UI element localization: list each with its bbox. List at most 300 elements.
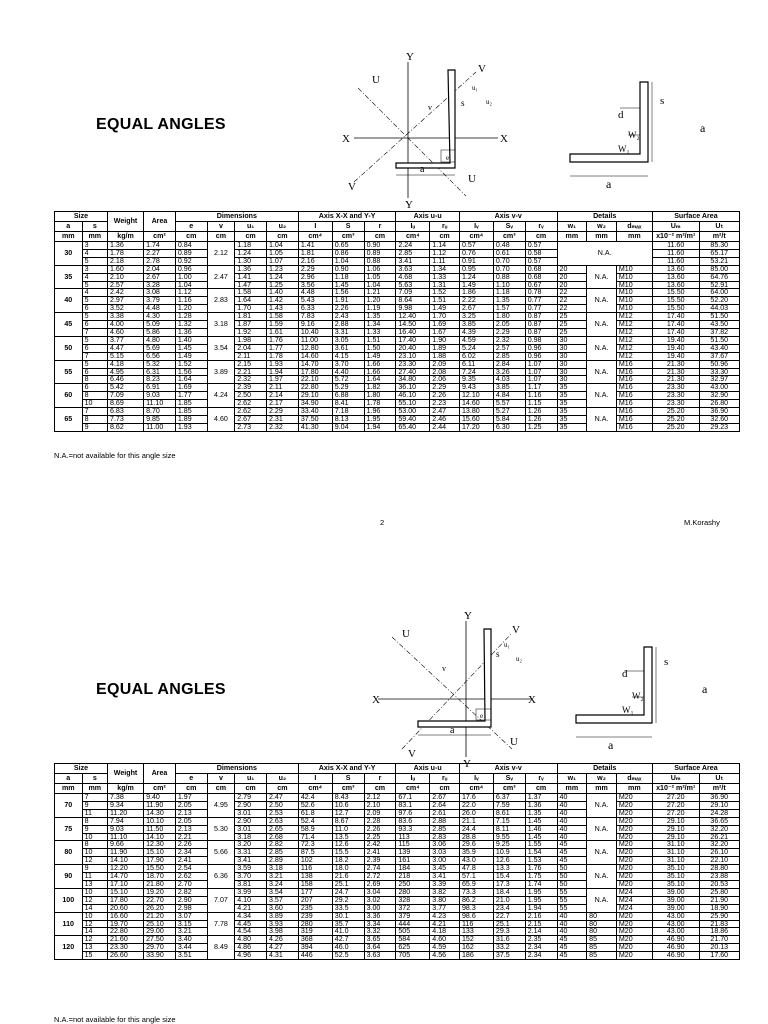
cell: M12	[616, 313, 652, 321]
cell: 15.10	[144, 849, 176, 857]
cell: 41.0	[332, 928, 364, 936]
cell: 3.60	[267, 904, 299, 912]
cell: 17.40	[396, 336, 430, 344]
cell: 50	[557, 873, 587, 881]
cell: 8.62	[108, 423, 144, 431]
cell: 50	[557, 880, 587, 888]
cell: 2.16	[525, 912, 557, 920]
cell: 4.10	[235, 896, 267, 904]
cell: 133	[459, 928, 493, 936]
cell: 5.72	[332, 376, 364, 384]
cell: 15.50	[652, 297, 699, 305]
cell: 41.30	[298, 423, 332, 431]
cell: 2.41	[364, 849, 396, 857]
cell: 12.80	[298, 344, 332, 352]
dim-v: 2.83	[207, 289, 235, 313]
cell: 0.88	[493, 273, 525, 281]
cell: 11.0	[332, 825, 364, 833]
page-2	[0, 505, 768, 1024]
cell: 11.60	[652, 242, 699, 250]
header-group: Dimensions	[175, 212, 298, 222]
cell: 2.57	[108, 281, 144, 289]
cell: 0.96	[525, 344, 557, 352]
cell: 2.39	[235, 384, 267, 392]
cell: 6	[82, 384, 107, 392]
cell: 15.4	[493, 873, 525, 881]
cell: 3.02	[364, 896, 396, 904]
dim-v: 7.07	[207, 888, 235, 912]
cell: 1.49	[364, 352, 396, 360]
cell: 1.07	[525, 376, 557, 384]
cell: 5.42	[108, 384, 144, 392]
cell: 3.63	[396, 265, 430, 273]
cell: 42.7	[332, 936, 364, 944]
dim-v: 8.49	[207, 936, 235, 960]
cell: M20	[616, 873, 652, 881]
cell: 31.10	[652, 849, 699, 857]
header-unit: cm	[207, 232, 235, 242]
cell: 1.41	[235, 273, 267, 281]
cell: 11.10	[108, 833, 144, 841]
cell: 1.35	[364, 313, 396, 321]
cell: 29.70	[144, 944, 176, 952]
diagram-label-x-right: X	[528, 694, 536, 706]
cell: 50.96	[699, 360, 739, 368]
cell: 0.77	[525, 297, 557, 305]
diagram-label-u1: u₁	[504, 641, 510, 649]
diagram-label-u2: u₂	[486, 98, 492, 106]
cell: 17.10	[108, 880, 144, 888]
cell: 5.84	[493, 415, 525, 423]
size-a: 75	[55, 817, 83, 841]
cell: M20	[616, 849, 652, 857]
diagram-label-v-dim: v	[442, 664, 446, 673]
cell: 35.9	[459, 849, 493, 857]
cell: 80	[587, 928, 617, 936]
cell: 61.8	[298, 809, 332, 817]
cell: 0.57	[525, 257, 557, 265]
cell: 29.3	[493, 928, 525, 936]
header-group: Weight	[108, 212, 144, 232]
cell: 2.17	[267, 400, 299, 408]
cell: 87.5	[298, 849, 332, 857]
cell: 1.56	[332, 289, 364, 297]
cell: 19.40	[652, 336, 699, 344]
cell: 30	[557, 336, 587, 344]
table-row	[55, 289, 740, 297]
cell: M20	[616, 801, 652, 809]
cell: 37.67	[699, 352, 739, 360]
cell: 4	[82, 273, 107, 281]
cell: 1.91	[332, 297, 364, 305]
cell: 2.08	[430, 368, 460, 376]
diagram-label-x: X	[342, 133, 350, 145]
cell: 5.32	[144, 360, 176, 368]
cell: 2.44	[430, 423, 460, 431]
cell: 1.18	[332, 273, 364, 281]
cell: 5.15	[108, 352, 144, 360]
dim-v: 5.30	[207, 817, 235, 841]
cell: M10	[616, 265, 652, 273]
cell: 7.59	[493, 801, 525, 809]
cell: 98.3	[459, 904, 493, 912]
cell: 2.62	[235, 400, 267, 408]
cell: 30.1	[332, 912, 364, 920]
table-row	[55, 423, 740, 431]
cell: 1.05	[364, 273, 396, 281]
cell: 83.1	[396, 801, 430, 809]
cell: 0.57	[459, 242, 493, 250]
cell: 1.19	[364, 305, 396, 313]
angle-axes-diagram	[362, 609, 542, 769]
table-row	[55, 313, 740, 321]
header-symbol: u₁	[235, 774, 267, 784]
header-unit: cm	[430, 784, 460, 794]
cell: 24.28	[699, 809, 739, 817]
dim-v: 7.78	[207, 912, 235, 936]
header-group: Size	[55, 764, 108, 774]
cell: 1.35	[493, 297, 525, 305]
size-a: 30	[55, 242, 83, 266]
cell: 12.10	[459, 392, 493, 400]
angle-axes-diagram	[338, 50, 518, 210]
cell: 35.7	[332, 920, 364, 928]
cell: 2.69	[364, 880, 396, 888]
cell: 1.24	[235, 249, 267, 257]
cell: 64.76	[699, 273, 739, 281]
header-group: Surface Area	[652, 764, 739, 774]
cell: 4.54	[235, 928, 267, 936]
cell: 15.50	[652, 289, 699, 297]
header-symbol: v	[207, 774, 235, 784]
cell: 46.10	[396, 392, 430, 400]
header-unit: mm	[616, 232, 652, 242]
cell: 6	[82, 344, 107, 352]
section-label-s: s	[660, 95, 665, 107]
cell: 1.93	[267, 360, 299, 368]
cell: 1.93	[175, 423, 207, 431]
cell: 1.82	[364, 384, 396, 392]
cell: 43.00	[652, 912, 699, 920]
cell: 1.77	[267, 344, 299, 352]
cell: 1.85	[175, 408, 207, 416]
cell: 184	[396, 865, 430, 873]
header-unit: cm⁴	[459, 232, 493, 242]
header-unit: mm	[82, 232, 107, 242]
cell: 30	[557, 344, 587, 352]
cell: 45	[557, 944, 587, 952]
cell: 46.0	[332, 944, 364, 952]
cell: 17.20	[459, 423, 493, 431]
cell: 2.43	[332, 313, 364, 321]
cell: 15.5	[332, 849, 364, 857]
diagram-label-a: a	[450, 725, 455, 736]
cell: 47.8	[459, 865, 493, 873]
cell: 18.90	[699, 904, 739, 912]
header-unit: cm²	[144, 784, 176, 794]
table-row	[55, 344, 740, 352]
table-row	[55, 368, 740, 376]
cell: 30	[557, 376, 587, 384]
cell: 11.90	[144, 801, 176, 809]
header-symbol: e	[175, 222, 207, 232]
cell: 2.31	[267, 415, 299, 423]
cell: 138	[298, 873, 332, 881]
cell: 1.94	[364, 423, 396, 431]
cell: 33.5	[332, 904, 364, 912]
cell: 1.94	[525, 904, 557, 912]
cell: 177	[298, 888, 332, 896]
cell: 6.33	[298, 305, 332, 313]
cell: 1.47	[235, 281, 267, 289]
cell: 40	[557, 912, 587, 920]
details-na: N.A.	[587, 817, 617, 841]
cell: 1.17	[525, 384, 557, 392]
header-unit: x10⁻² m²/m¹	[652, 232, 699, 242]
header-unit: mm	[82, 784, 107, 794]
cell: 35	[557, 384, 587, 392]
cell: 9.66	[108, 841, 144, 849]
header-symbol: Iᵥ	[459, 222, 493, 232]
cell: 2.05	[493, 321, 525, 329]
cell: 24.7	[332, 888, 364, 896]
cell: 35	[557, 400, 587, 408]
header-group: Details	[557, 212, 652, 222]
cell: 2.09	[364, 809, 396, 817]
header-unit: kg/m	[108, 232, 144, 242]
header-symbol: rᵤ	[430, 774, 460, 784]
cell: 2.84	[493, 360, 525, 368]
cell: 186	[459, 952, 493, 960]
cell: 5.57	[493, 400, 525, 408]
cell: 5	[82, 313, 107, 321]
cell: 4.00	[108, 321, 144, 329]
cell: 8.43	[332, 794, 364, 802]
cell: 21.30	[652, 368, 699, 376]
header-unit: cm	[267, 232, 299, 242]
cell: 40	[557, 920, 587, 928]
header-unit: cm	[175, 232, 207, 242]
cell: 35	[557, 408, 587, 416]
cell: 35.10	[652, 865, 699, 873]
cell: 15.50	[652, 305, 699, 313]
table-row	[55, 297, 740, 305]
cell: 5.43	[298, 297, 332, 305]
cell: 23.30	[396, 360, 430, 368]
header-symbol: w₁	[557, 222, 587, 232]
header-unit: cm⁴	[459, 784, 493, 794]
cell: 51.50	[699, 313, 739, 321]
dim-v: 2.47	[207, 265, 235, 289]
cell: 5	[82, 336, 107, 344]
header-symbol: w₂	[587, 774, 617, 784]
cell: 40	[557, 809, 587, 817]
cell: 14.70	[108, 873, 144, 881]
cell: 1.52	[175, 360, 207, 368]
cell: 505	[396, 928, 430, 936]
cell: 5.09	[144, 321, 176, 329]
cell: 13.60	[652, 265, 699, 273]
cell: 2.61	[430, 809, 460, 817]
cell: 26.20	[144, 904, 176, 912]
header-unit: cm	[207, 784, 235, 794]
cell: 7.15	[493, 817, 525, 825]
cell: M16	[616, 408, 652, 416]
cell: 17.80	[298, 368, 332, 376]
cell: M10	[616, 305, 652, 313]
cell: 6.11	[459, 360, 493, 368]
cell: 3.28	[144, 281, 176, 289]
cell: 1.92	[235, 328, 267, 336]
cell: 33.30	[699, 368, 739, 376]
cell: 21.1	[459, 817, 493, 825]
header-group: Axis v-v	[459, 212, 557, 222]
header-group: Axis u-u	[396, 764, 460, 774]
details-na: N.A.	[587, 794, 617, 818]
cell: 1.64	[364, 376, 396, 384]
cell: 30	[557, 352, 587, 360]
header-group: Dimensions	[175, 764, 298, 774]
diagram-label-x-right: X	[500, 133, 508, 145]
cell: 1.51	[430, 297, 460, 305]
cell: 45	[557, 849, 587, 857]
cell: 5	[82, 257, 107, 265]
cell: 1.88	[430, 352, 460, 360]
cell: 15	[82, 952, 107, 960]
table-row	[55, 904, 740, 912]
cell: 9.40	[144, 794, 176, 802]
cell: 1.10	[493, 281, 525, 289]
cell: 2.53	[267, 809, 299, 817]
cell: 1.04	[175, 281, 207, 289]
header-symbol: dₘₐₓ	[616, 222, 652, 232]
cell: 83.6	[396, 817, 430, 825]
diagram-label-v-bottom: V	[348, 181, 356, 193]
cell: 23.30	[652, 392, 699, 400]
table-row	[55, 841, 740, 849]
cell: 80	[587, 920, 617, 928]
cell: 2.47	[430, 408, 460, 416]
size-a: 90	[55, 865, 83, 889]
table-row	[55, 801, 740, 809]
cell: 9.43	[459, 384, 493, 392]
cell: 6	[82, 368, 107, 376]
cell: 42.4	[298, 794, 332, 802]
cell: 0.57	[525, 242, 557, 250]
cell: 2.96	[298, 273, 332, 281]
cell: 8	[82, 415, 107, 423]
cell: 33.90	[144, 952, 176, 960]
cell: 12	[82, 896, 107, 904]
cell: 13.5	[332, 833, 364, 841]
cell: 3.98	[267, 928, 299, 936]
diagram-label-y: Y	[406, 51, 414, 63]
cell: 1.50	[364, 344, 396, 352]
cell: 17.6	[459, 794, 493, 802]
cell: 8.69	[108, 400, 144, 408]
cell: 4.68	[396, 273, 430, 281]
dim-v: 4.60	[207, 408, 235, 432]
header-symbol: dₘₐₓ	[616, 774, 652, 784]
cell: 4	[82, 249, 107, 257]
cell: 9	[82, 801, 107, 809]
cell: 1.96	[364, 408, 396, 416]
cell: 21.20	[144, 912, 176, 920]
cell: 239	[298, 912, 332, 920]
cell: 85.30	[699, 242, 739, 250]
cell: 1.16	[525, 392, 557, 400]
cell: 2.88	[332, 321, 364, 329]
cell: 3.24	[267, 880, 299, 888]
cell: 51.50	[699, 336, 739, 344]
angle-section-diagram	[560, 80, 750, 190]
cell: 1.66	[364, 368, 396, 376]
cell: 3.93	[267, 920, 299, 928]
cell: 14.60	[459, 400, 493, 408]
dim-v: 4.95	[207, 794, 235, 818]
cell: 26.0	[459, 809, 493, 817]
table-row	[55, 849, 740, 857]
header-symbol: w₂	[587, 222, 617, 232]
cell: M20	[616, 833, 652, 841]
cell: 8	[82, 841, 107, 849]
cell: 11	[82, 873, 107, 881]
cell: 55	[557, 896, 587, 904]
table-row	[55, 400, 740, 408]
cell: 9.03	[108, 825, 144, 833]
cell: 152	[459, 936, 493, 944]
cell: 27.20	[652, 809, 699, 817]
cell: 17.40	[652, 321, 699, 329]
cell: 10.10	[144, 817, 176, 825]
cell: 8	[82, 392, 107, 400]
header-unit: cm	[525, 784, 557, 794]
cell: 12	[82, 857, 107, 865]
cell: 115	[396, 841, 430, 849]
cell: 3.07	[175, 912, 207, 920]
cell: 5.63	[396, 281, 430, 289]
diagram-label-a: a	[420, 164, 425, 175]
cell: 2.09	[430, 360, 460, 368]
cell: M20	[616, 920, 652, 928]
cell: 85	[587, 936, 617, 944]
cell: 4.21	[235, 904, 267, 912]
cell: 3.18	[235, 833, 267, 841]
size-a: 45	[55, 313, 83, 337]
cell: 2.04	[144, 265, 176, 273]
cell: 1.25	[525, 423, 557, 431]
cell: M12	[616, 336, 652, 344]
cell: 1.86	[459, 289, 493, 297]
cell: 2.64	[430, 801, 460, 809]
cell: 22	[557, 305, 587, 313]
cell: 2.67	[235, 415, 267, 423]
cell: 2.24	[396, 242, 430, 250]
header-unit: mm	[557, 784, 587, 794]
cell: 16.60	[108, 912, 144, 920]
cell: 6.46	[108, 376, 144, 384]
cell: 2.28	[364, 817, 396, 825]
page-number: 2	[380, 518, 385, 527]
cell: 1.95	[525, 896, 557, 904]
cell: 22.80	[298, 384, 332, 392]
size-a: 110	[55, 912, 83, 936]
cell: 1.40	[267, 289, 299, 297]
header-symbol: rᵥ	[525, 774, 557, 784]
details-na: N.A.	[587, 289, 617, 313]
header-symbol: u₂	[267, 222, 299, 232]
cell: 1.30	[235, 257, 267, 265]
